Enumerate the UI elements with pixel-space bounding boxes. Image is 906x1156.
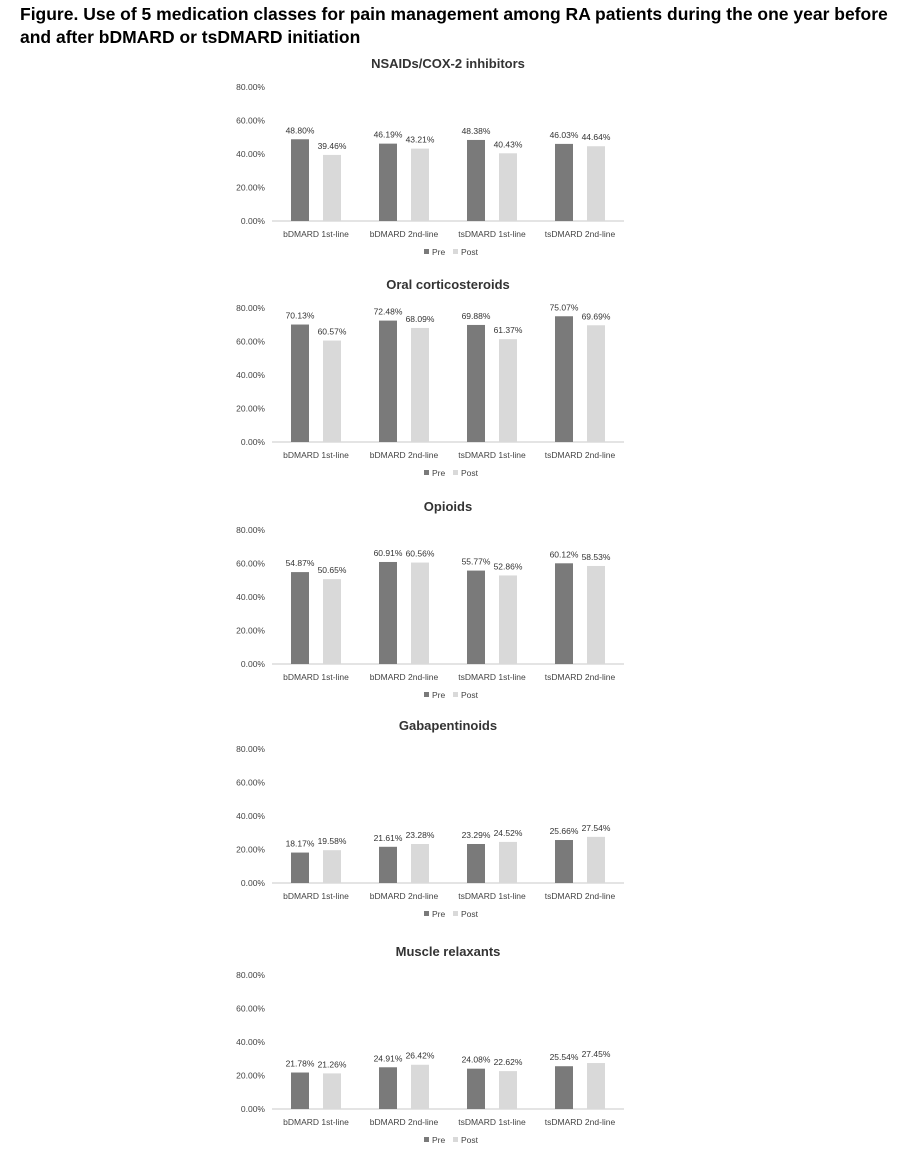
legend-label-post: Post [461, 247, 479, 257]
data-label-post-bdmard-2nd-line: 43.21% [405, 134, 435, 145]
legend-swatch-pre [424, 1137, 429, 1142]
data-label-post-bdmard-1st-line: 60.57% [317, 326, 347, 337]
bar-post-tsdmard-1st-line [499, 153, 517, 221]
y-tick-label: 20.00% [236, 844, 265, 855]
data-label-post-bdmard-1st-line: 50.65% [317, 565, 347, 576]
bar-post-tsdmard-1st-line [499, 842, 517, 883]
data-label-pre-tsdmard-1st-line: 69.88% [461, 310, 491, 321]
data-label-pre-bdmard-2nd-line: 60.91% [373, 547, 403, 558]
category-label: tsDMARD 1st-line [458, 672, 526, 682]
bar-post-bdmard-1st-line [323, 1073, 341, 1109]
data-label-pre-tsdmard-2nd-line: 75.07% [549, 302, 579, 313]
bar-post-tsdmard-2nd-line [587, 837, 605, 883]
y-tick-label: 80.00% [236, 744, 265, 754]
legend [424, 1135, 479, 1145]
bar-pre-tsdmard-1st-line [467, 571, 485, 664]
category-label: tsDMARD 2nd-line [544, 1117, 616, 1127]
data-label-pre-bdmard-2nd-line: 21.61% [373, 832, 403, 843]
bar-post-bdmard-2nd-line [411, 328, 429, 442]
category-label: tsDMARD 2nd-line [544, 672, 616, 682]
data-label-pre-bdmard-1st-line: 18.17% [285, 838, 315, 849]
category-label: tsDMARD 2nd-line [544, 450, 616, 460]
y-tick-label: 0.00% [240, 878, 265, 888]
bar-post-tsdmard-2nd-line [587, 1063, 605, 1109]
bar-pre-tsdmard-2nd-line [555, 144, 573, 221]
y-tick-label: 80.00% [236, 303, 265, 313]
category-label: tsDMARD 1st-line [458, 229, 526, 239]
y-tick-label: 60.00% [236, 336, 265, 347]
legend-swatch-post [453, 1137, 458, 1142]
bar-pre-bdmard-1st-line [291, 572, 309, 664]
data-label-pre-tsdmard-2nd-line: 46.03% [549, 129, 579, 140]
bar-pre-tsdmard-2nd-line [555, 840, 573, 883]
data-label-pre-bdmard-1st-line: 70.13% [285, 310, 315, 321]
legend-label-pre: Pre [432, 1135, 446, 1145]
y-tick-label: 60.00% [236, 777, 265, 788]
chart-title: NSAIDs/COX-2 inhibitors [371, 56, 525, 71]
legend-label-pre: Pre [432, 247, 446, 257]
data-label-post-tsdmard-2nd-line: 44.64% [581, 132, 611, 143]
bar-post-tsdmard-2nd-line [587, 325, 605, 442]
bar-pre-tsdmard-1st-line [467, 140, 485, 221]
data-label-pre-bdmard-1st-line: 54.87% [285, 558, 315, 569]
bar-post-bdmard-1st-line [323, 155, 341, 221]
category-label: bDMARD 1st-line [283, 229, 349, 239]
bar-pre-bdmard-1st-line [291, 325, 309, 442]
y-tick-label: 40.00% [236, 370, 265, 380]
data-label-pre-tsdmard-1st-line: 48.38% [461, 125, 491, 136]
y-tick-label: 40.00% [236, 811, 265, 821]
chart-muscle-relaxants [0, 940, 906, 1155]
legend-label-pre: Pre [432, 468, 446, 478]
bar-pre-bdmard-1st-line [291, 1073, 309, 1109]
bar-pre-tsdmard-2nd-line [555, 1066, 573, 1109]
bar-post-tsdmard-1st-line [499, 1071, 517, 1109]
data-label-post-bdmard-1st-line: 39.46% [317, 140, 347, 151]
data-label-pre-bdmard-2nd-line: 72.48% [373, 306, 403, 317]
y-tick-label: 60.00% [236, 115, 265, 126]
bar-post-tsdmard-1st-line [499, 575, 517, 664]
data-label-pre-tsdmard-1st-line: 55.77% [461, 556, 491, 567]
data-label-pre-bdmard-2nd-line: 24.91% [373, 1053, 403, 1064]
bar-pre-bdmard-2nd-line [379, 847, 397, 883]
chart-title: Oral corticosteroids [386, 277, 510, 292]
y-tick-label: 20.00% [236, 403, 265, 414]
y-tick-label: 80.00% [236, 970, 265, 980]
y-tick-label: 20.00% [236, 625, 265, 636]
category-label: bDMARD 2nd-line [369, 891, 439, 901]
category-label: bDMARD 1st-line [283, 1117, 349, 1127]
bar-pre-tsdmard-1st-line [467, 844, 485, 883]
data-label-post-bdmard-2nd-line: 60.56% [405, 548, 435, 559]
category-label: tsDMARD 2nd-line [544, 891, 616, 901]
data-label-pre-tsdmard-2nd-line: 25.54% [549, 1052, 579, 1063]
legend [424, 247, 479, 257]
y-tick-label: 40.00% [236, 149, 265, 159]
category-label: tsDMARD 1st-line [458, 1117, 526, 1127]
y-tick-label: 0.00% [240, 216, 265, 226]
category-label: bDMARD 2nd-line [369, 1117, 439, 1127]
y-tick-label: 80.00% [236, 82, 265, 92]
bar-pre-bdmard-2nd-line [379, 1067, 397, 1109]
legend-swatch-post [453, 692, 458, 697]
data-label-post-bdmard-2nd-line: 23.28% [405, 830, 435, 841]
legend-label-pre: Pre [432, 909, 446, 919]
data-label-post-bdmard-1st-line: 19.58% [317, 836, 347, 847]
data-label-post-tsdmard-2nd-line: 69.69% [581, 311, 611, 322]
y-tick-label: 80.00% [236, 525, 265, 535]
data-label-post-tsdmard-1st-line: 22.62% [493, 1057, 523, 1068]
legend-swatch-pre [424, 470, 429, 475]
legend-swatch-pre [424, 249, 429, 254]
chart-title: Opioids [423, 499, 473, 514]
y-tick-label: 20.00% [236, 182, 265, 193]
bar-pre-tsdmard-1st-line [467, 325, 485, 442]
bar-pre-bdmard-1st-line [291, 853, 309, 883]
data-label-pre-tsdmard-1st-line: 23.29% [461, 829, 491, 840]
y-tick-label: 20.00% [236, 1070, 265, 1081]
category-label: tsDMARD 1st-line [458, 891, 526, 901]
legend-swatch-post [453, 470, 458, 475]
data-label-post-tsdmard-2nd-line: 27.45% [581, 1049, 611, 1060]
category-label: bDMARD 2nd-line [369, 229, 439, 239]
y-tick-label: 40.00% [236, 1037, 265, 1047]
legend-label-post: Post [461, 468, 479, 478]
data-label-post-bdmard-1st-line: 21.26% [317, 1059, 347, 1070]
legend-swatch-pre [424, 911, 429, 916]
bar-post-bdmard-2nd-line [411, 1065, 429, 1109]
data-label-post-tsdmard-1st-line: 52.86% [493, 561, 523, 572]
bar-pre-bdmard-2nd-line [379, 562, 397, 664]
bar-post-tsdmard-1st-line [499, 339, 517, 442]
legend [424, 909, 479, 919]
data-label-pre-bdmard-2nd-line: 46.19% [373, 129, 403, 140]
bar-post-bdmard-1st-line [323, 579, 341, 664]
chart-opioids [0, 495, 906, 710]
bar-post-bdmard-2nd-line [411, 844, 429, 883]
legend-label-pre: Pre [432, 690, 446, 700]
legend-swatch-post [453, 911, 458, 916]
y-tick-label: 60.00% [236, 558, 265, 569]
data-label-post-tsdmard-1st-line: 40.43% [493, 139, 523, 150]
data-label-pre-tsdmard-2nd-line: 60.12% [549, 549, 579, 560]
category-label: bDMARD 1st-line [283, 450, 349, 460]
data-label-post-bdmard-2nd-line: 68.09% [405, 313, 435, 324]
data-label-post-tsdmard-2nd-line: 58.53% [581, 551, 611, 562]
chart-gabapentinoids [0, 714, 906, 929]
y-tick-label: 0.00% [240, 659, 265, 669]
chart-title: Muscle relaxants [395, 944, 501, 959]
figure-title: Figure. Use of 5 medication classes for pain management among RA patients during the one year before and after bDMARD or tsDMARD initiation [20, 4, 888, 47]
data-label-post-bdmard-2nd-line: 26.42% [405, 1050, 435, 1061]
bar-pre-bdmard-2nd-line [379, 144, 397, 221]
bar-post-bdmard-1st-line [323, 850, 341, 883]
category-label: bDMARD 2nd-line [369, 672, 439, 682]
bar-pre-tsdmard-2nd-line [555, 563, 573, 664]
bar-post-bdmard-2nd-line [411, 149, 429, 221]
y-tick-label: 60.00% [236, 1003, 265, 1014]
y-tick-label: 0.00% [240, 437, 265, 447]
chart-title: Gabapentinoids [398, 718, 498, 733]
category-label: bDMARD 1st-line [283, 891, 349, 901]
bar-pre-tsdmard-2nd-line [555, 316, 573, 442]
bar-pre-tsdmard-1st-line [467, 1069, 485, 1109]
data-label-pre-tsdmard-2nd-line: 25.66% [549, 826, 579, 837]
legend-label-post: Post [461, 1135, 479, 1145]
category-label: tsDMARD 2nd-line [544, 229, 616, 239]
bar-post-tsdmard-2nd-line [587, 146, 605, 221]
data-label-post-tsdmard-2nd-line: 27.54% [581, 822, 611, 833]
legend-swatch-post [453, 249, 458, 254]
legend [424, 468, 479, 478]
bar-pre-bdmard-1st-line [291, 139, 309, 221]
bar-post-bdmard-1st-line [323, 341, 341, 442]
chart-oral-corticosteroids [0, 273, 906, 488]
data-label-pre-bdmard-1st-line: 48.80% [285, 125, 315, 136]
bar-post-bdmard-2nd-line [411, 563, 429, 664]
bar-pre-bdmard-2nd-line [379, 321, 397, 442]
chart-nsaids [0, 52, 906, 267]
data-label-post-tsdmard-1st-line: 24.52% [493, 827, 523, 838]
legend [424, 690, 479, 700]
legend-swatch-pre [424, 692, 429, 697]
y-tick-label: 0.00% [240, 1104, 265, 1114]
data-label-pre-tsdmard-1st-line: 24.08% [461, 1054, 491, 1065]
legend-label-post: Post [461, 909, 479, 919]
bar-post-tsdmard-2nd-line [587, 566, 605, 664]
data-label-pre-bdmard-1st-line: 21.78% [285, 1058, 315, 1069]
legend-label-post: Post [461, 690, 479, 700]
category-label: tsDMARD 1st-line [458, 450, 526, 460]
category-label: bDMARD 2nd-line [369, 450, 439, 460]
category-label: bDMARD 1st-line [283, 672, 349, 682]
data-label-post-tsdmard-1st-line: 61.37% [493, 325, 523, 336]
y-tick-label: 40.00% [236, 592, 265, 602]
